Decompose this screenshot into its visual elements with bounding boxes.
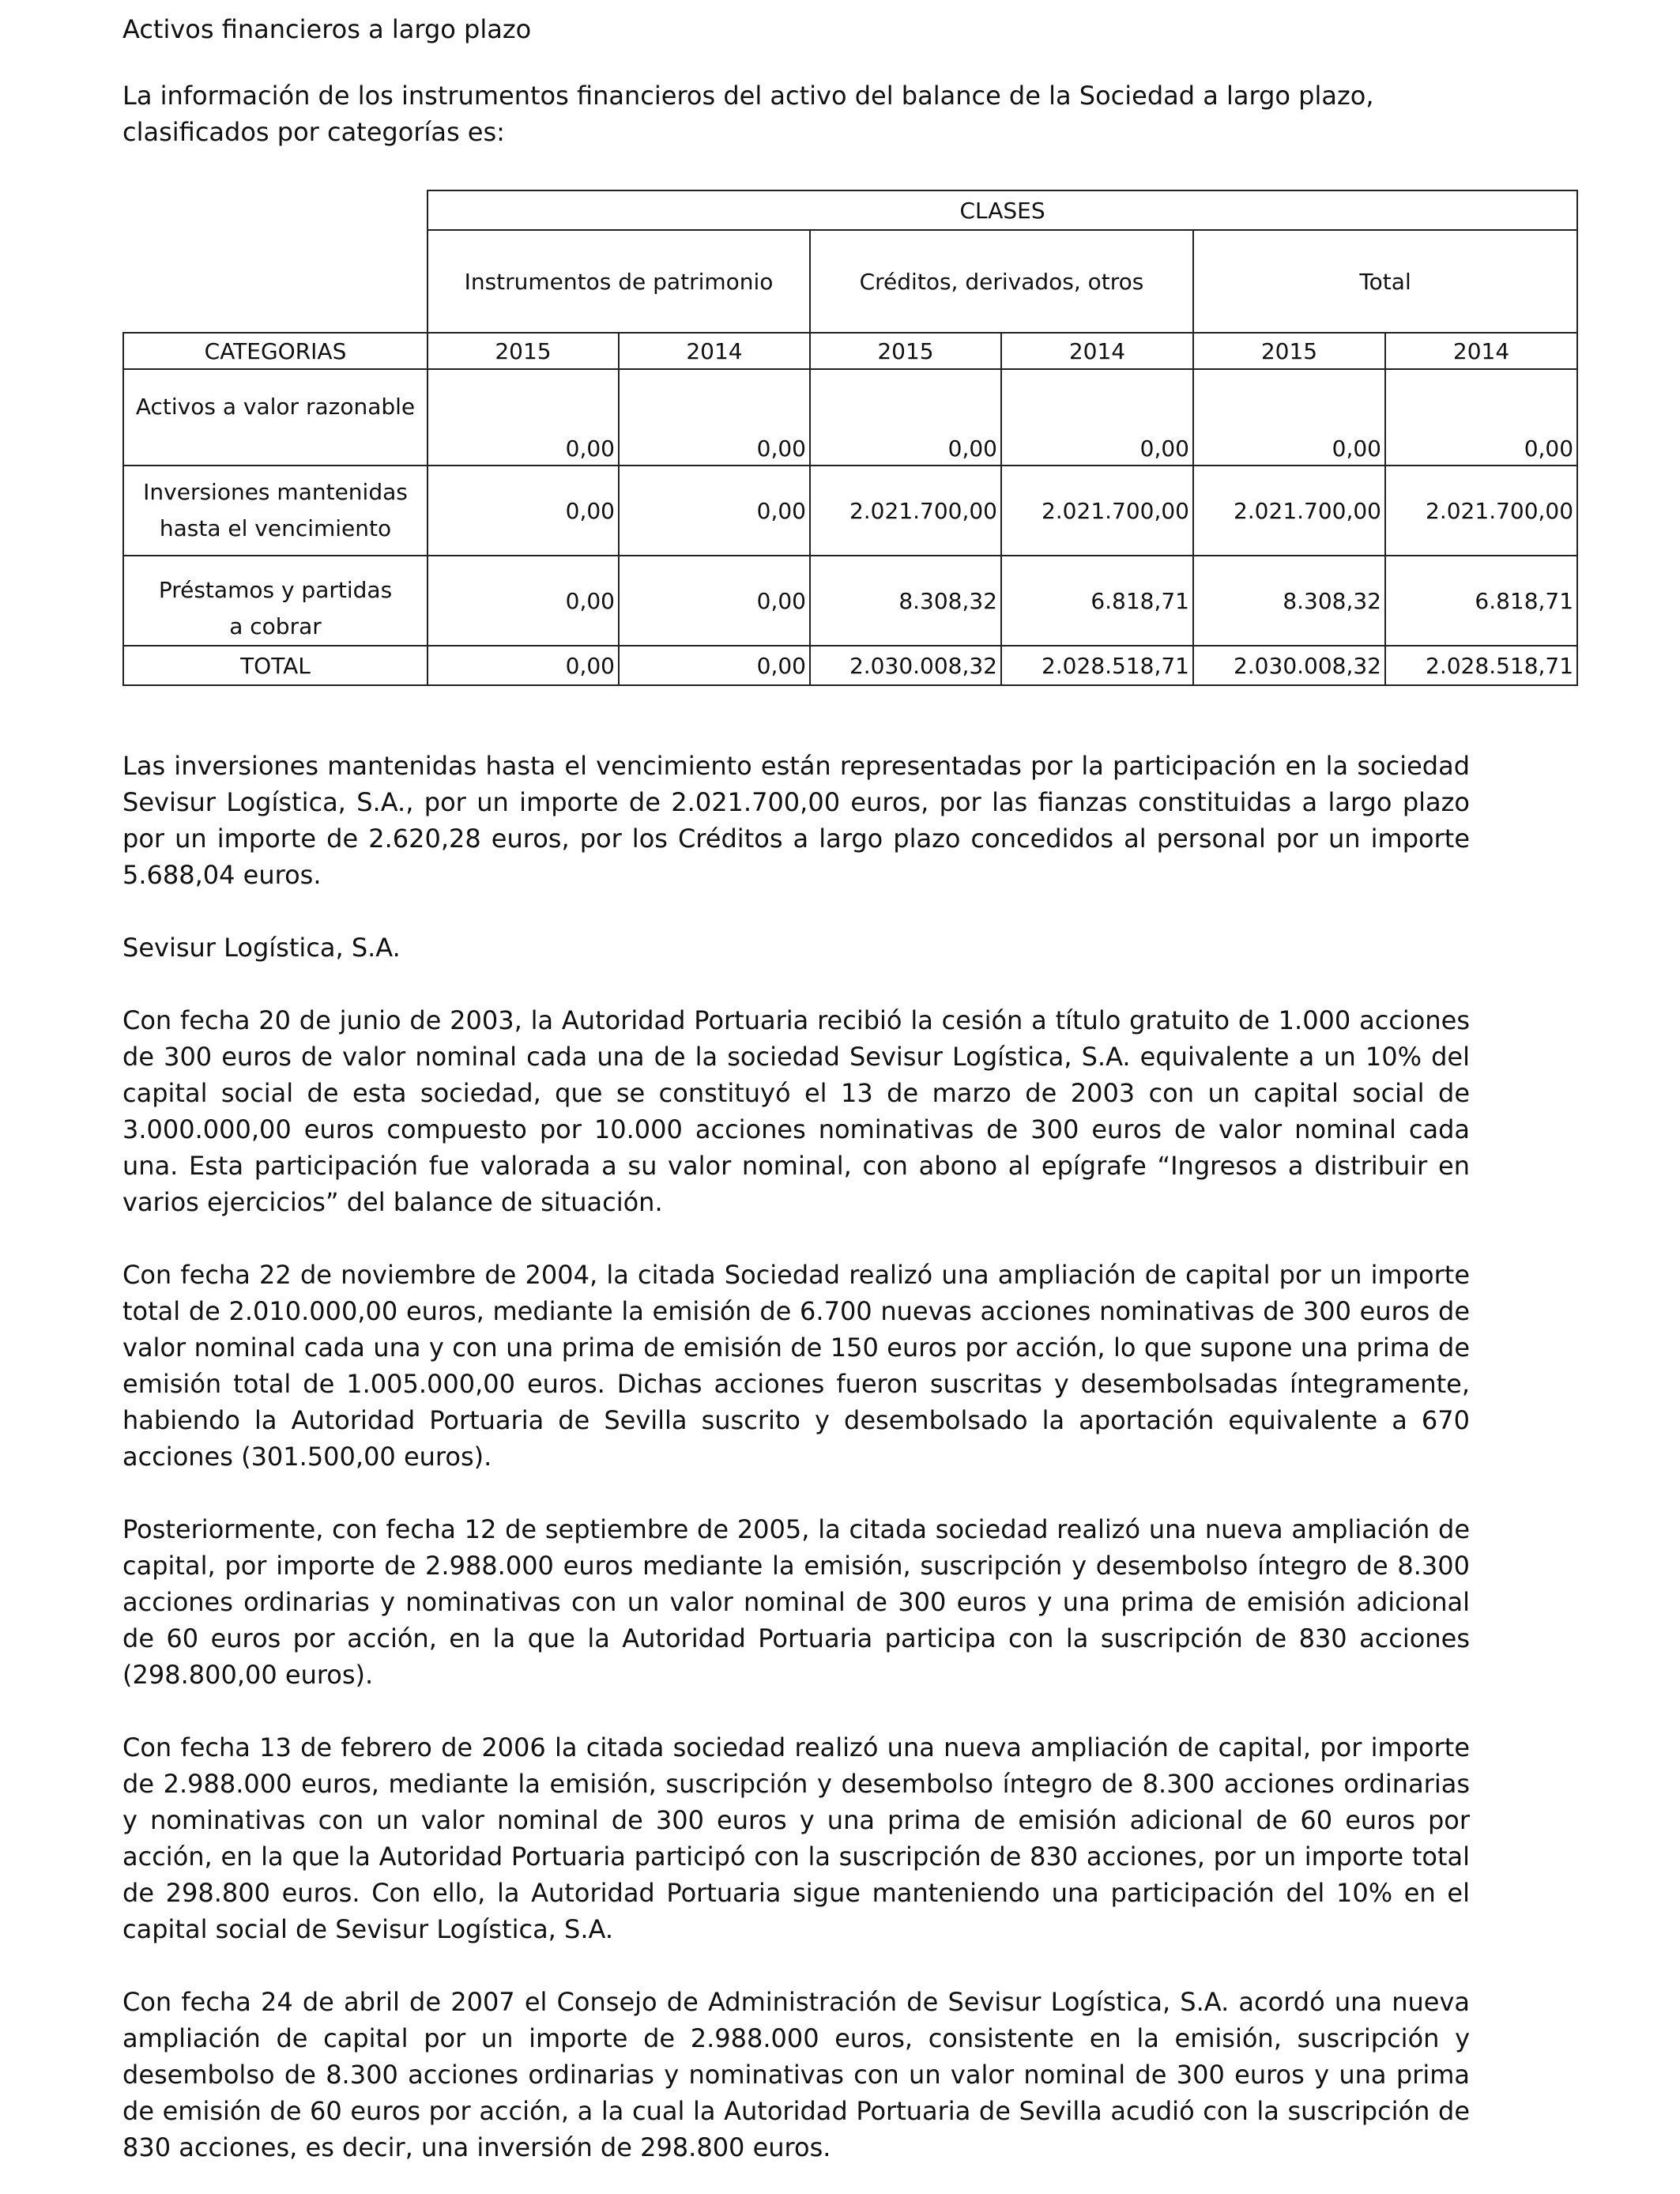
- table-row: [123, 369, 1577, 466]
- table-cell: 0,00: [619, 369, 810, 466]
- table-row: [123, 556, 1577, 646]
- table-cell: 2.021.700,00: [1385, 466, 1577, 556]
- table-cell: 2.021.700,00: [1001, 466, 1193, 556]
- class-group-instrumentos: Instrumentos de patrimonio: [428, 230, 810, 333]
- paragraph: Con fecha 13 de febrero de 2006 la citada sociedad realizó una nueva ampliación de capital, por importe de 2.988.000 euros, mediante la emisión, suscripción y desembolso íntegro de 8.300 acciones ordinarias y nominativas con un valor nominal de 300 euros y una prima de emisión adicional de 60 euros por acción, en la que la Autoridad Portuaria participó con la suscripción de 830 acciones, por un importe total de 298.800 euros. Con ello, la Autoridad Portuaria sigue manteniendo una participación del 10% en el capital social de Sevisur Logística, S.A.: [122, 1732, 1470, 1944]
- intro-paragraph: La información de los instrumentos financieros del activo del balance de la Sociedad a largo plazo, clasificados por categorías es:: [122, 81, 1374, 147]
- categories-header: CATEGORIAS: [123, 333, 428, 369]
- paragraph: Las inversiones mantenidas hasta el vencimiento están representadas por la participación en la sociedad Sevisur Logística, S.A., por un importe de 2.021.700,00 euros, por las fianzas constituidas a largo plazo por un importe de 2.620,28 euros, por los Créditos a largo plazo concedidos al personal por un importe 5.688,04 euros.: [122, 751, 1470, 890]
- table-cell: 0,00: [428, 369, 619, 466]
- table-cell: 0,00: [619, 556, 810, 646]
- row-label: TOTAL: [123, 646, 428, 685]
- table-cell: 2.030.008,32: [810, 646, 1001, 685]
- year-header: 2015: [810, 333, 1001, 369]
- year-header: 2015: [428, 333, 619, 369]
- row-label: Activos a valor razonable: [123, 369, 428, 466]
- table-cell: 0,00: [428, 556, 619, 646]
- table-cell: 0,00: [428, 646, 619, 685]
- year-header: 2014: [1001, 333, 1193, 369]
- subsection-title: Sevisur Logística, S.A.: [122, 933, 401, 963]
- table-cell: 2.028.518,71: [1001, 646, 1193, 685]
- paragraph: Con fecha 24 de abril de 2007 el Consejo de Administración de Sevisur Logística, S.A. acordó una nueva ampliación de capital por un importe de 2.988.000 euros, consistente en la emisión, suscripción y desembolso de 8.300 acciones ordinarias y nominativas con un valor nominal de 300 euros y una prima de emisión de 60 euros por acción, a la cual la Autoridad Portuaria de Sevilla acudió con la suscripción de 830 acciones, es decir, una inversión de 298.800 euros.: [122, 1987, 1470, 2162]
- financial-table: [122, 190, 1576, 679]
- table-cell: 2.030.008,32: [1193, 646, 1385, 685]
- table-cell: 8.308,32: [810, 556, 1001, 646]
- table-cell: 6.818,71: [1385, 556, 1577, 646]
- table-cell: 6.818,71: [1001, 556, 1193, 646]
- table-cell: 2.021.700,00: [810, 466, 1001, 556]
- body-text: [122, 748, 1470, 2166]
- table-cell: 8.308,32: [1193, 556, 1385, 646]
- table-row-total: [123, 646, 1577, 685]
- class-group-total: Total: [1193, 230, 1577, 333]
- table-cell: 0,00: [1385, 369, 1577, 466]
- table-cell: 0,00: [810, 369, 1001, 466]
- table-cell: 2.028.518,71: [1385, 646, 1577, 685]
- section-heading: Activos financieros a largo plazo: [122, 14, 532, 44]
- table-cell: 0,00: [1001, 369, 1193, 466]
- table-row: [123, 466, 1577, 556]
- paragraph: Posteriormente, con fecha 12 de septiembre de 2005, la citada sociedad realizó una nueva ampliación de capital, por importe de 2.988.000 euros mediante la emisión, suscripción y desembolso íntegro de 8.300 acciones ordinarias y nominativas con un valor nominal de 300 euros y una prima de emisión adicional de 60 euros por acción, en la que la Autoridad Portuaria participa con la suscripción de 830 acciones (298.800,00 euros).: [122, 1514, 1470, 1690]
- row-label: Inversiones mantenidas hasta el vencimiento: [123, 466, 428, 556]
- table-cell: 0,00: [619, 466, 810, 556]
- row-label: Préstamos y partidas a cobrar: [123, 556, 428, 646]
- class-group-creditos: Créditos, derivados, otros: [810, 230, 1193, 333]
- table-cell: 0,00: [428, 466, 619, 556]
- document-page: [122, 11, 1576, 150]
- table-cell: 2.021.700,00: [1193, 466, 1385, 556]
- year-header: 2014: [619, 333, 810, 369]
- paragraph: Con fecha 22 de noviembre de 2004, la citada Sociedad realizó una ampliación de capital por un importe total de 2.010.000,00 euros, mediante la emisión de 6.700 nuevas acciones nominativas de 300 euros de valor nominal cada una y con una prima de emisión de 150 euros por acción, lo que supone una prima de emisión total de 1.005.000,00 euros. Dichas acciones fueron suscritas y desembolsadas íntegramente, habiendo la Autoridad Portuaria de Sevilla suscrito y desembolsado la aportación equivalente a 670 acciones (301.500,00 euros).: [122, 1260, 1470, 1472]
- table-cell: 0,00: [619, 646, 810, 685]
- year-header: 2014: [1385, 333, 1577, 369]
- table-cell: 0,00: [1193, 369, 1385, 466]
- year-header: 2015: [1193, 333, 1385, 369]
- paragraph: Con fecha 20 de junio de 2003, la Autoridad Portuaria recibió la cesión a título gratuito de 1.000 acciones de 300 euros de valor nominal cada una de la sociedad Sevisur Logística, S.A. equivalente a un 10% del capital social de esta sociedad, que se constituyó el 13 de marzo de 2003 con un capital social de 3.000.000,00 euros compuesto por 10.000 acciones nominativas de 300 euros de valor nominal cada una. Esta participación fue valorada a su valor nominal, con abono al epígrafe “Ingresos a distribuir en varios ejercicios” del balance de situación.: [122, 1005, 1470, 1217]
- clases-header: CLASES: [428, 190, 1577, 230]
